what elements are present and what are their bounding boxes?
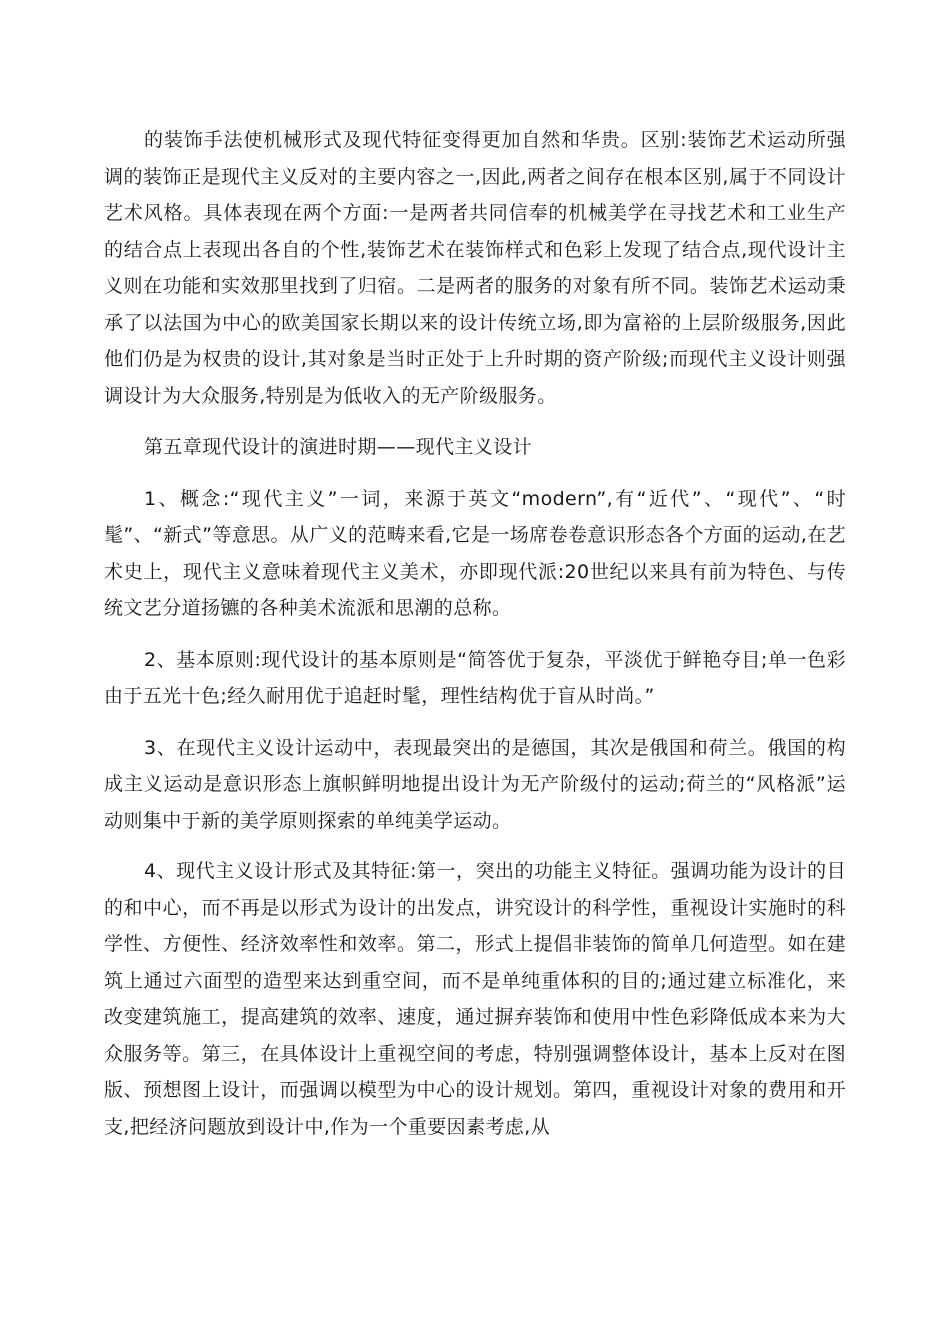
chapter-heading: 第五章现代设计的演进时期——现代主义设计	[144, 436, 533, 458]
paragraph-decorative-arts-comparison: 的装饰手法使机械形式及现代特征变得更加自然和华贵。区别:装饰艺术运动所强调的装饰正是现代主义反对的主要内容之一,因此,两者之间存在根本区别,属于不同设计艺术风格。具体表现在两个方面:一是两者共同信奉的机械美学在寻找艺术和工业生产的结合点上表现出各自的个性,装饰艺术在装饰样式和色彩上发现了结合点,现代设计主义则在功能和实效那里找到了归宿。二是两者的服务的对象有所不同。装饰艺术运动秉承了以法国为中心的欧美国家长期以来的设计传统立场,即为富裕的上层阶级服务,因此他们仍是为权贵的设计,其对象是当时正处于上升时期的资产阶级;而现代主义设计则强调设计为大众服务,特别是为低收入的无产阶级服务。	[104, 129, 846, 407]
document-body	[104, 122, 846, 1145]
paragraph-basic-principles: 2、基本原则:现代设计的基本原则是“简答优于复杂，平淡优于鲜艳夺目;单一色彩由于五光十色;经久耐用优于追赶时髦，理性结构优于盲从时尚。”	[104, 648, 846, 707]
paragraph-countries: 3、在现代主义设计运动中，表现最突出的是德国，其次是俄国和荷兰。俄国的构成主义运动是意识形态上旗帜鲜明地提出设计为无产阶级付的运动;荷兰的“风格派”运动则集中于新的美学原则探索的单纯美学运动。	[104, 736, 846, 832]
paragraph-features: 4、现代主义设计形式及其特征:第一，突出的功能主义特征。强调功能为设计的目的和中心，而不再是以形式为设计的出发点，讲究设计的科学性，重视设计实施时的科学性、方便性、经济效率性和效率。第二，形式上提倡非装饰的简单几何造型。如在建筑上通过六面型的造型来达到重空间，而不是单纯重体积的目的;通过建立标准化，来改变建筑施工，提高建筑的效率、速度，通过摒弃装饰和使用中性色彩降低成本来为大众服务等。第三，在具体设计上重视空间的考虑，特别强调整体设计，基本上反对在图版、预想图上设计，而强调以模型为中心的设计规划。第四，重视设计对象的费用和开支,把经济问题放到设计中,作为一个重要因素考虑,从	[104, 860, 846, 1138]
paragraph-concept: 1、概念:“现代主义”一词，来源于英文“modern”,有“近代”、“现代”、“时髦”、“新式”等意思。从广义的范畴来看,它是一场席卷卷意识形态各个方面的运动,在艺术史上，现代主义意味着现代主义美术，亦即现代派:20世纪以来具有前为特色、与传统文艺分道扬镳的各种美术流派和思潮的总称。	[104, 487, 847, 619]
